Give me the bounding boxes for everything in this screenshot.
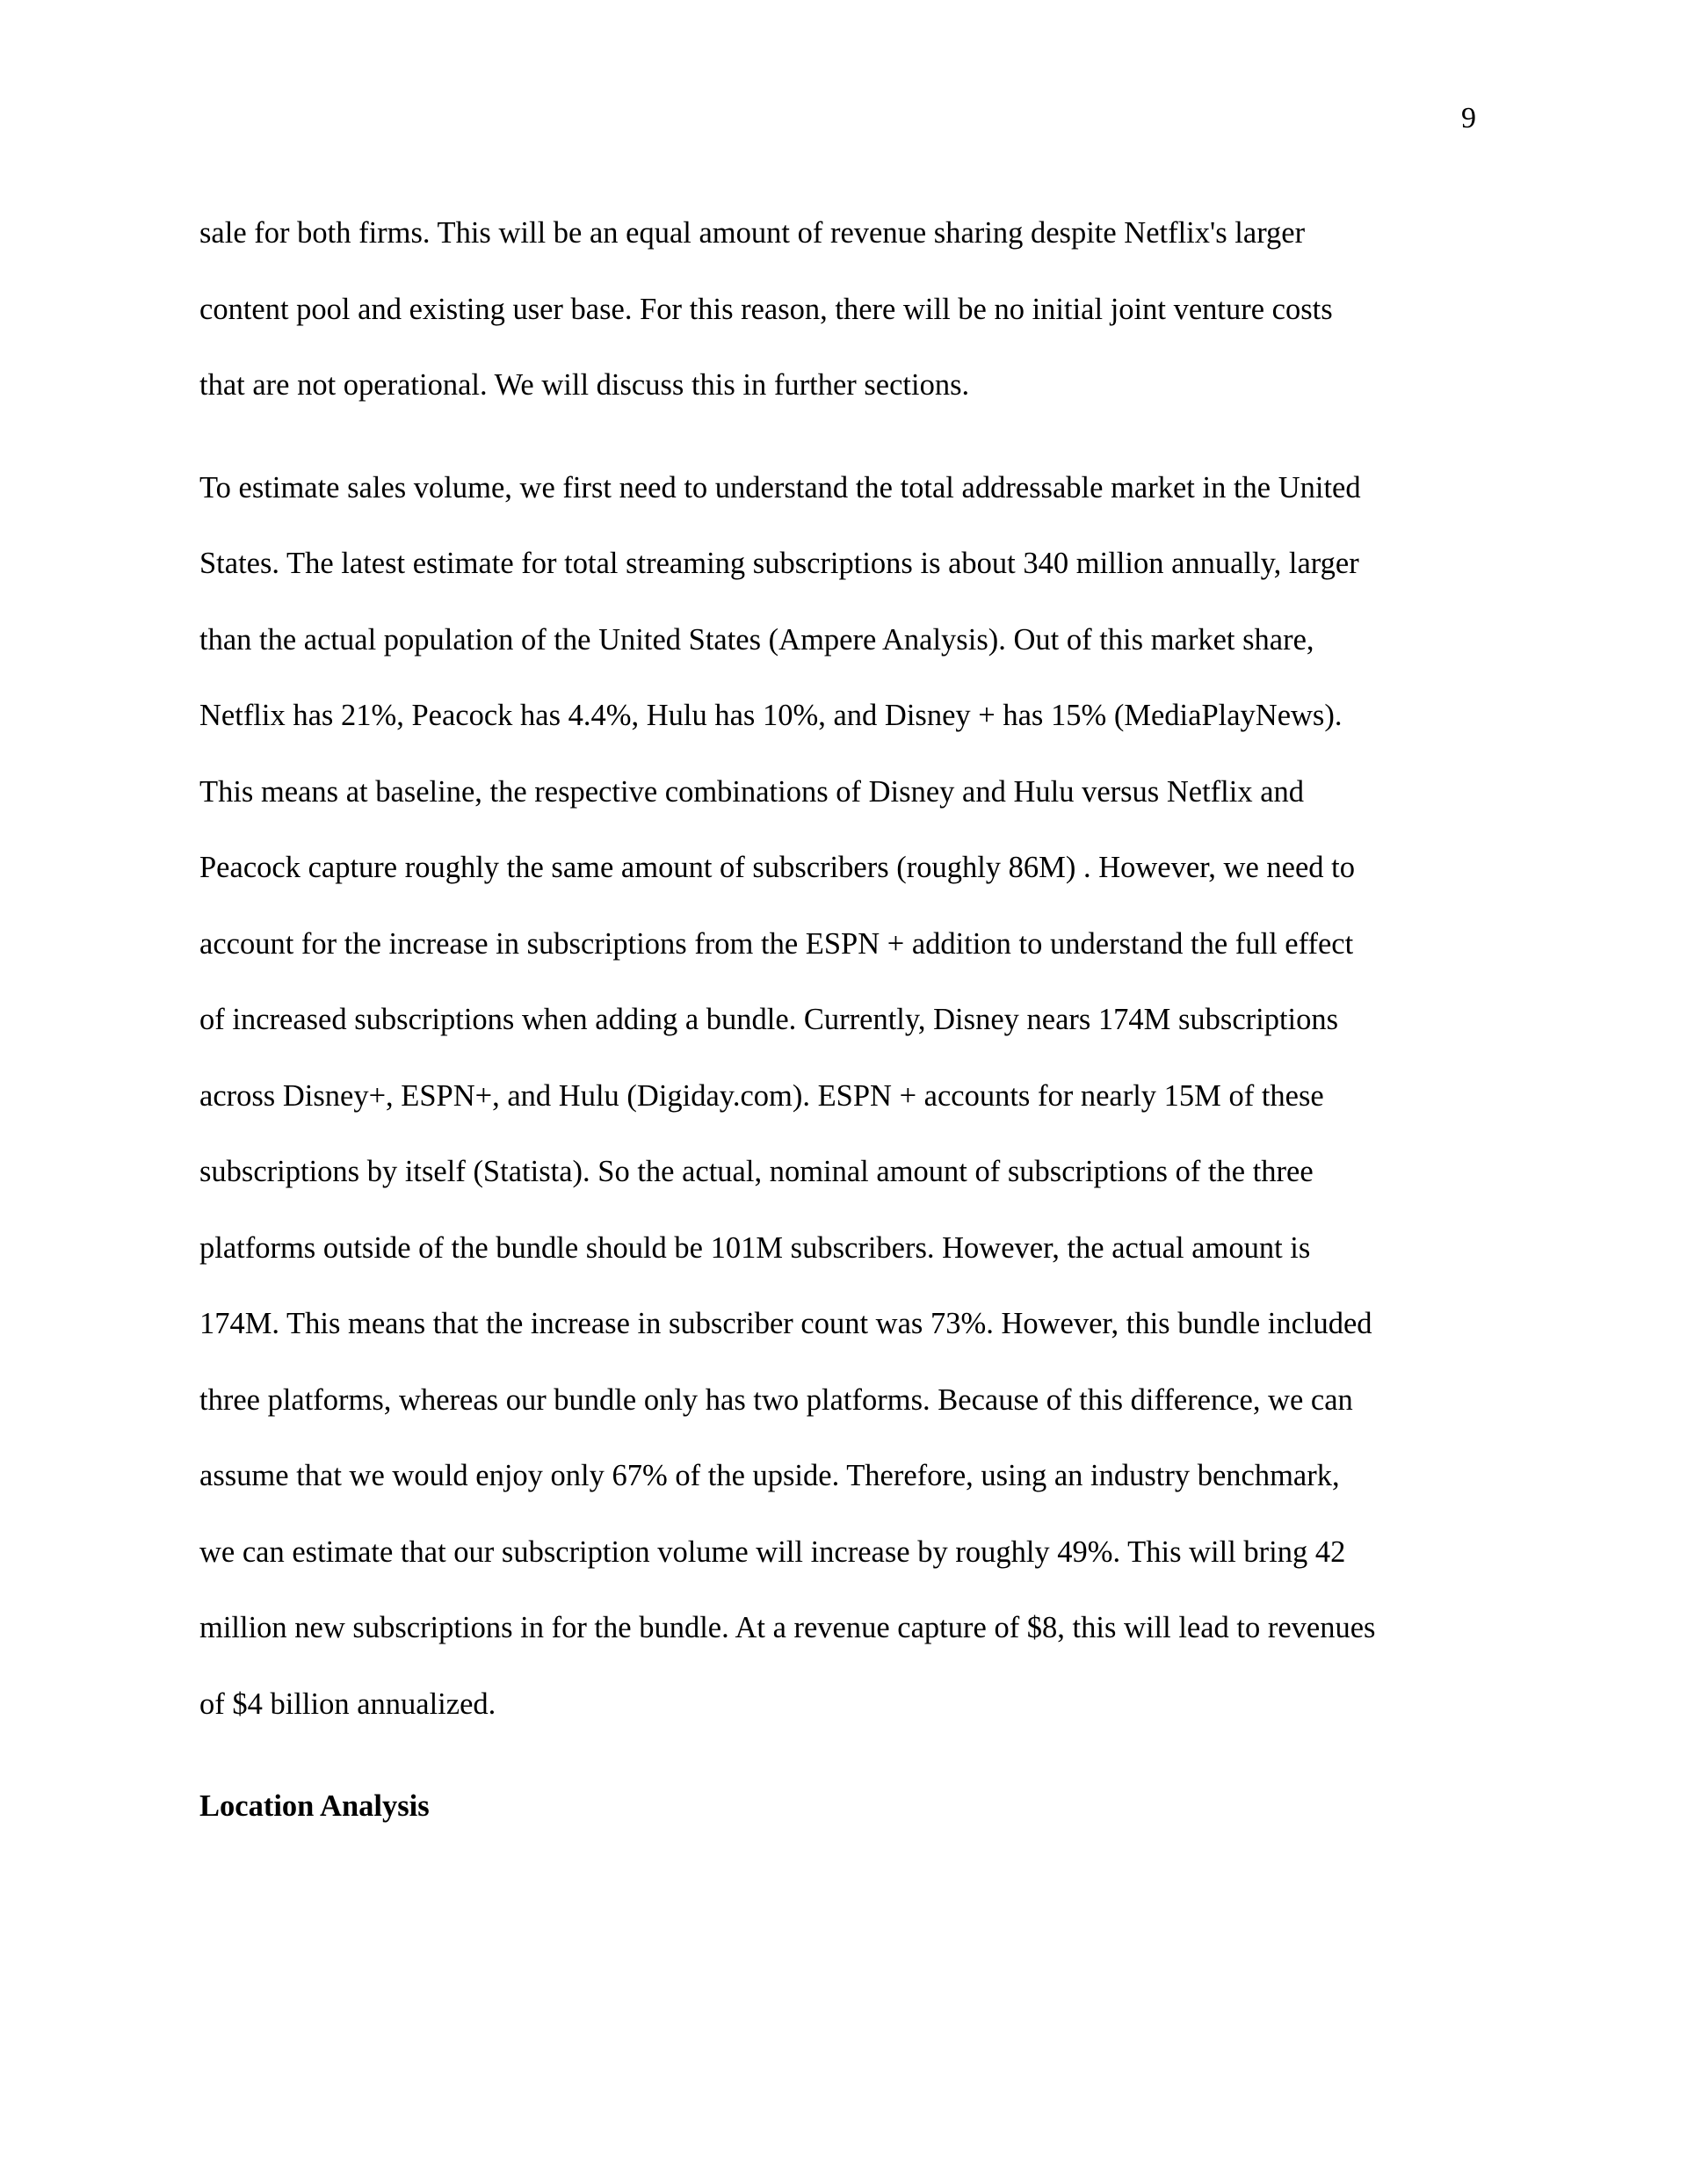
text-line: To estimate sales volume, we first need to understand the total addressable market in the United — [199, 470, 1361, 504]
text-line: assume that we would enjoy only 67% of the upside. Therefore, using an industry benchmark, — [199, 1459, 1340, 1492]
text-line: three platforms, whereas our bundle only has two platforms. Because of this difference, we can — [199, 1382, 1353, 1417]
text-line: subscriptions by itself (Statista). So the actual, nominal amount of subscriptions of the three — [199, 1155, 1314, 1188]
page-number: 9 — [1461, 102, 1476, 134]
text-line: that are not operational. We will discuss this in further sections. — [199, 368, 970, 402]
text-line: we can estimate that our subscription volume will increase by roughly 49%. This will bring 42 — [199, 1535, 1346, 1569]
paragraph-revenue-sharing — [199, 195, 1500, 424]
section-heading: Location Analysis — [199, 1789, 430, 1823]
text-line: than the actual population of the United States (Ampere Analysis). Out of this market share, — [199, 622, 1314, 657]
text-line: sale for both firms. This will be an equal amount of revenue sharing despite Netflix's larger — [199, 216, 1306, 250]
text-line: platforms outside of the bundle should be 101M subscribers. However, the actual amount is — [199, 1230, 1311, 1265]
text-line: Peacock capture roughly the same amount of subscribers (roughly 86M) . However, we need to — [199, 851, 1355, 884]
text-line: This means at baseline, the respective combinations of Disney and Hulu versus Netflix and — [199, 774, 1305, 809]
text-line: States. The latest estimate for total streaming subscriptions is about 340 million annually, larger — [199, 547, 1359, 580]
text-line: of increased subscriptions when adding a bundle. Currently, Disney nears 174M subscriptions — [199, 1003, 1339, 1036]
text-line: million new subscriptions in for the bundle. At a revenue capture of $8, this will lead to revenues — [199, 1611, 1376, 1644]
text-line: content pool and existing user base. For this reason, there will be no initial joint venture costs — [199, 292, 1333, 326]
text-line: Netflix has 21%, Peacock has 4.4%, Hulu has 10%, and Disney + has 15% (MediaPlayNews). — [199, 699, 1343, 732]
paragraph-sales-volume — [199, 450, 1500, 1743]
text-line: account for the increase in subscriptions from the ESPN + addition to understand the full effect — [199, 926, 1354, 961]
body-text — [199, 195, 1500, 1845]
text-line: of $4 billion annualized. — [199, 1687, 496, 1721]
text-line: 174M. This means that the increase in subscriber count was 73%. However, this bundle included — [199, 1307, 1372, 1340]
text-line: across Disney+, ESPN+, and Hulu (Digiday.com). ESPN + accounts for nearly 15M of these — [199, 1078, 1324, 1113]
